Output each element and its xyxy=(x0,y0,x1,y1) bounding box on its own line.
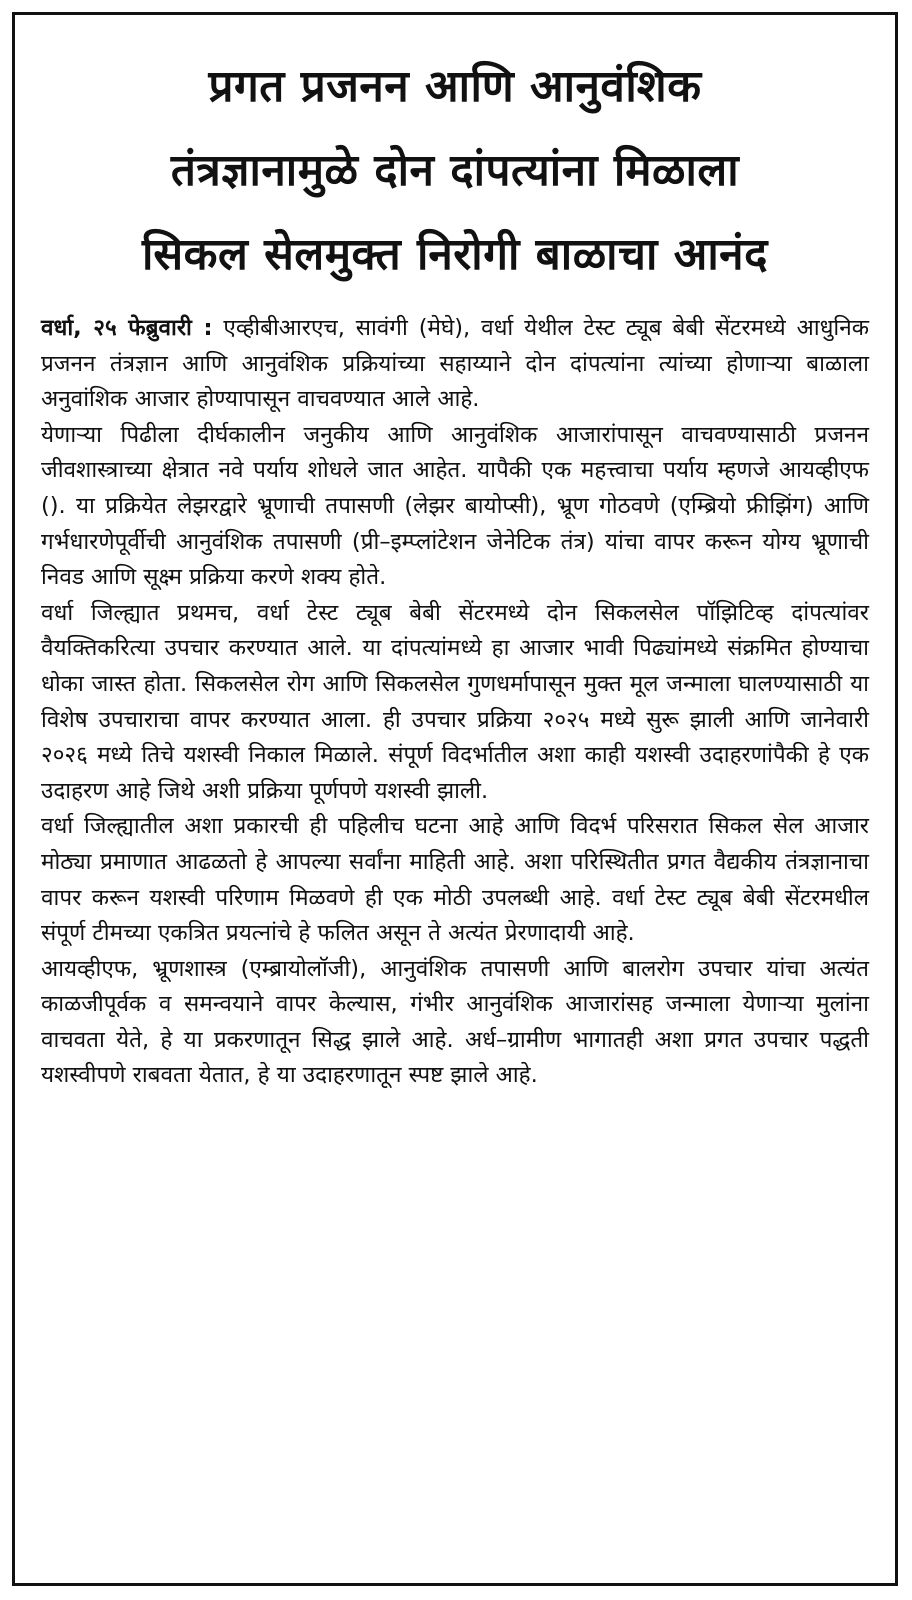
headline-line-1: प्रगत प्रजनन आणि आनुवंशिक xyxy=(208,61,702,112)
paragraph-2: येणाऱ्या पिढीला दीर्घकालीन जनुकीय आणि आनुवंशिक आजारांपासून वाचवण्यासाठी प्रजनन जीवशास्त्राच्या क्षेत्रात नवे पर्याय शोधले जात आहेत. यापैकी एक महत्त्वाचा पर्याय म्हणजे आयव्हीएफ (). या प्रक्रियेत लेझरद्वारे भ्रूणाची तपासणी (लेझर बायोप्सी), भ्रूण गोठवणे (एम्ब्रियो फ्रीझिंग) आणि गर्भधारणेपूर्वीची आनुवंशिक तपासणी (प्री–इम्प्लांटेशन जेनेटिक तंत्र) यांचा वापर करून योग्य भ्रूणाची निवड आणि सूक्ष्म प्रक्रिया करणे शक्य होते. xyxy=(41,421,869,591)
news-article xyxy=(12,12,898,1586)
paragraph-1-text: एव्हीबीआरएच, सावंगी (मेघे), वर्धा येथील टेस्ट ट्यूब बेबी सेंटरमध्ये आधुनिक प्रजनन तंत्रज्ञान आणि आनुवंशिक प्रक्रियांच्या सहाय्याने दोन दांपत्यांना त्यांच्या होणाऱ्या बाळाला अनुवांशिक आजार होण्यापासून वाचवण्यात आले आहे. xyxy=(41,315,869,413)
dateline: वर्धा, २५ फेब्रुवारी : xyxy=(41,315,213,341)
headline xyxy=(41,45,869,297)
headline-line-2: तंत्रज्ञानामुळे दोन दांपत्यांना मिळाला xyxy=(170,145,740,196)
article-body xyxy=(41,311,869,1094)
headline-line-3: सिकल सेलमुक्त निरोगी बाळाचा आनंद xyxy=(142,229,768,280)
paragraph-5: आयव्हीएफ, भ्रूणशास्त्र (एम्ब्रायोलॉजी), आनुवंशिक तपासणी आणि बालरोग उपचार यांचा अत्यंत काळजीपूर्वक व समन्वयाने वापर केल्यास, गंभीर आनुवंशिक आजारांसह जन्माला येणाऱ्या मुलांना वाचवता येते, हे या प्रकरणातून सिद्ध झाले आहे. अर्ध–ग्रामीण भागातही अशा प्रगत उपचार पद्धती यशस्वीपणे राबवता येतात, हे या उदाहरणातून स्पष्ट झाले आहे. xyxy=(41,955,869,1089)
paragraph-3: वर्धा जिल्ह्यात प्रथमच, वर्धा टेस्ट ट्यूब बेबी सेंटरमध्ये दोन सिकलसेल पॉझिटिव्ह दांपत्यांवर वैयक्तिकरित्या उपचार करण्यात आले. या दांपत्यांमध्ये हा आजार भावी पिढ्यांमध्ये संक्रमित होण्याचा धोका जास्त होता. सिकलसेल रोग आणि सिकलसेल गुणधर्मापासून मुक्त मूल जन्माला घालण्यासाठी या विशेष उपचाराचा वापर करण्यात आला. ही उपचार प्रक्रिया २०२५ मध्ये सुरू झाली आणि जानेवारी २०२६ मध्ये तिचे यशस्वी निकाल मिळाले. संपूर्ण विदर्भातील अशा काही यशस्वी उदाहरणांपैकी हे एक उदाहरण आहे जिथे अशी प्रक्रिया पूर्णपणे यशस्वी झाली. xyxy=(41,599,869,804)
paragraph-1 xyxy=(41,311,869,418)
paragraph-4: वर्धा जिल्ह्यातील अशा प्रकारची ही पहिलीच घटना आहे आणि विदर्भ परिसरात सिकल सेल आजार मोठ्या प्रमाणात आढळतो हे आपल्या सर्वांना माहिती आहे. अशा परिस्थितीत प्रगत वैद्यकीय तंत्रज्ञानाचा वापर करून यशस्वी परिणाम मिळवणे ही एक मोठी उपलब्धी आहे. वर्धा टेस्ट ट्यूब बेबी सेंटरमधील संपूर्ण टीमच्या एकत्रित प्रयत्नांचे हे फलित असून ते अत्यंत प्रेरणादायी आहे. xyxy=(41,813,869,947)
